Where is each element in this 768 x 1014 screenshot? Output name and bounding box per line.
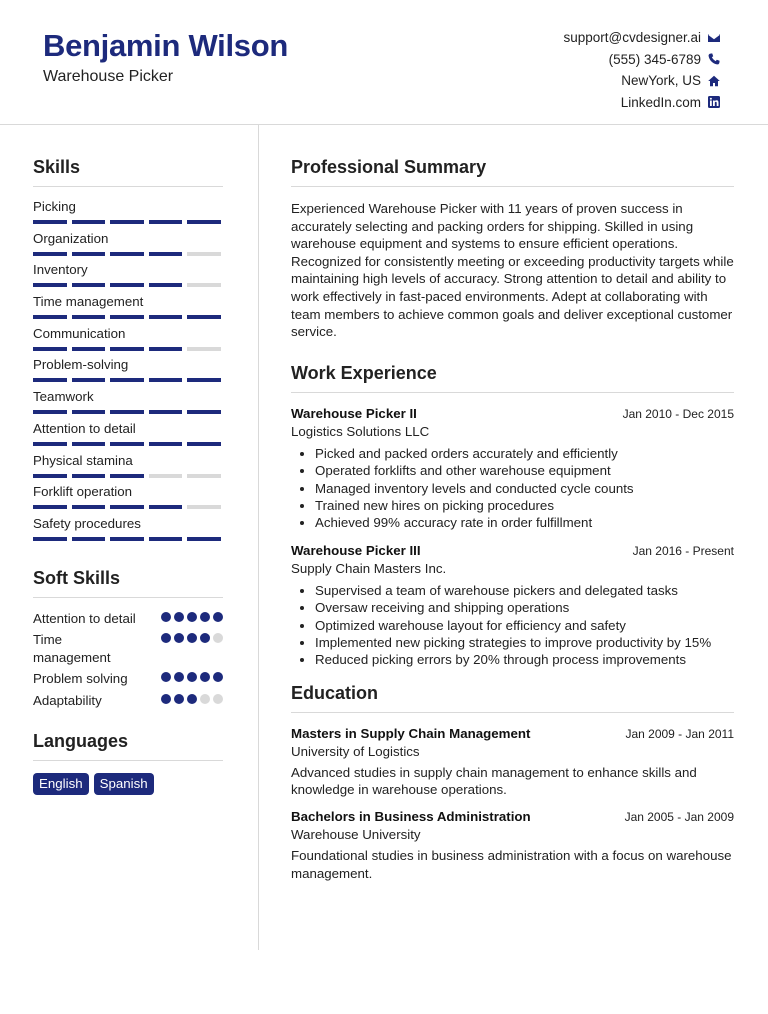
education-dates: Jan 2009 - Jan 2011: [625, 726, 734, 741]
skill-level-segment: [33, 442, 67, 446]
soft-skills-section: [33, 568, 223, 710]
rating-dot: [213, 694, 223, 704]
skill-level-segment: [110, 378, 144, 382]
skill-name: Picking: [33, 199, 76, 214]
skill-level-segment: [72, 347, 106, 351]
skill-level-segment: [33, 283, 67, 287]
contact-phone-text: (555) 345-6789: [608, 51, 701, 67]
skill-level-segment: [187, 410, 221, 414]
rating-dot: [161, 633, 171, 643]
skill-level-segment: [110, 252, 144, 256]
education-school: Warehouse University: [291, 827, 421, 842]
skill-item: [33, 484, 223, 516]
contact-location: [563, 70, 720, 92]
education-section: [291, 683, 734, 882]
rating-dot: [161, 694, 171, 704]
skill-level-bar: [33, 537, 223, 541]
job-bullets: [291, 445, 734, 532]
contact-location-text: NewYork, US: [621, 73, 701, 89]
rating-dot: [213, 612, 223, 622]
skill-item: [33, 199, 223, 231]
skill-level-segment: [149, 537, 183, 541]
skill-level-segment: [33, 347, 67, 351]
experience-heading: Work Experience: [291, 363, 734, 393]
skill-item: [33, 294, 223, 326]
rating-dot: [174, 633, 184, 643]
language-tag: Spanish: [94, 773, 154, 795]
resume-header: [0, 0, 768, 125]
languages-section: [33, 731, 223, 795]
skill-level-segment: [72, 378, 106, 382]
rating-dot: [200, 672, 210, 682]
rating-dot: [213, 633, 223, 643]
skill-level-segment: [149, 347, 183, 351]
languages-heading: Languages: [33, 731, 223, 761]
skill-level-segment: [110, 505, 144, 509]
languages-list: [33, 773, 223, 795]
education-list: [291, 726, 734, 882]
skill-name: Problem-solving: [33, 357, 129, 373]
skill-level-segment: [187, 505, 221, 509]
skill-level-segment: [110, 537, 144, 541]
education-header: [291, 809, 734, 824]
skill-name: Safety procedures: [33, 515, 141, 531]
education-degree: Bachelors in Business Administration: [291, 809, 531, 824]
education-entry: [291, 726, 734, 799]
summary-heading: Professional Summary: [291, 157, 734, 187]
job-bullet: • Reduced picking errors by 20% through process improvements: [315, 651, 734, 668]
skill-level-segment: [110, 442, 144, 446]
contact-linkedin-text: LinkedIn.com: [620, 94, 701, 110]
rating-dot: [200, 633, 210, 643]
rating-dot: [187, 633, 197, 643]
job-header: [291, 406, 734, 421]
education-description: Foundational studies in business administration with a focus on warehouse management.: [291, 848, 732, 881]
skill-level-segment: [33, 474, 67, 478]
skill-level-segment: [33, 410, 67, 414]
skill-level-segment: [187, 283, 221, 287]
contact-email[interactable]: [563, 27, 720, 49]
soft-skill-name: Time management: [33, 632, 111, 665]
skill-level-segment: [149, 315, 183, 319]
experience-section: [291, 363, 734, 669]
job-bullet: • Achieved 99% accuracy rate in order fulfillment: [315, 514, 734, 531]
home-icon: [708, 75, 720, 87]
job-dates: Jan 2010 - Dec 2015: [622, 406, 734, 421]
job-bullet: • Trained new hires on picking procedures: [315, 497, 734, 514]
skill-level-bar: [33, 505, 223, 509]
left-column: [33, 157, 223, 795]
skill-level-segment: [72, 283, 106, 287]
skill-name: Attention to detail: [33, 420, 136, 436]
soft-skills-heading: Soft Skills: [33, 568, 223, 598]
skill-level-segment: [72, 252, 106, 256]
skill-name: Teamwork: [33, 389, 94, 405]
skill-item: [33, 326, 223, 358]
soft-skill-name: Attention to detail: [33, 610, 136, 626]
soft-skill-item: [33, 670, 223, 688]
skill-level-segment: [110, 220, 144, 224]
soft-skill-item: [33, 610, 223, 628]
skill-name: Inventory: [33, 262, 88, 278]
skill-level-segment: [72, 315, 106, 319]
skill-item: [33, 421, 223, 453]
column-divider: [258, 125, 259, 950]
education-description: Advanced studies in supply chain management to enhance skills and knowledge in warehouse operations.: [291, 764, 697, 798]
skill-level-segment: [72, 220, 106, 224]
job-list: [291, 406, 734, 669]
job-entry: [291, 543, 734, 669]
contact-phone[interactable]: [563, 49, 720, 71]
job-company: Logistics Solutions LLC: [291, 423, 430, 439]
rating-dot: [161, 612, 171, 622]
job-title: Warehouse Picker II: [291, 405, 417, 421]
skill-level-segment: [33, 537, 67, 541]
skill-level-segment: [187, 474, 221, 478]
job-company: Supply Chain Masters Inc.: [291, 560, 447, 576]
candidate-name: Benjamin Wilson: [43, 28, 288, 63]
skill-level-segment: [187, 378, 221, 382]
skill-item: [33, 389, 223, 421]
rating-dot: [187, 612, 197, 622]
skill-name: Time management: [33, 294, 144, 310]
rating-dot: [161, 672, 171, 682]
summary-section: [291, 157, 734, 341]
language-tag: English: [33, 773, 89, 795]
skill-level-bar: [33, 442, 223, 446]
job-bullet: • Managed inventory levels and conducted cycle counts: [315, 480, 734, 497]
skill-level-segment: [33, 378, 67, 382]
contact-email-text: support@cvdesigner.ai: [563, 30, 701, 46]
skill-level-segment: [33, 505, 67, 509]
skills-list: [33, 199, 223, 548]
job-header: [291, 543, 734, 558]
skill-level-bar: [33, 474, 223, 478]
rating-dot: [187, 672, 197, 682]
job-bullet: • Optimized warehouse layout for efficiency and safety: [315, 617, 734, 634]
contact-linkedin[interactable]: [563, 92, 720, 114]
skill-name: Forklift operation: [33, 484, 133, 500]
rating-dot: [213, 672, 223, 682]
skill-level-segment: [187, 315, 221, 319]
skill-level-segment: [72, 474, 106, 478]
education-entry: [291, 809, 734, 882]
skill-item: [33, 231, 223, 263]
skills-section: [33, 157, 223, 548]
candidate-title: Warehouse Picker: [43, 68, 174, 85]
skill-level-bar: [33, 283, 223, 287]
job-bullet: • Oversaw receiving and shipping operations: [315, 599, 734, 616]
skill-level-segment: [149, 442, 183, 446]
education-heading: Education: [291, 683, 734, 713]
rating-dot: [200, 694, 210, 704]
skill-name: Physical stamina: [33, 452, 133, 468]
skill-level-bar: [33, 315, 223, 319]
phone-icon: [708, 53, 720, 65]
education-school: University of Logistics: [291, 743, 420, 759]
job-bullet: • Implemented new picking strategies to improve productivity by 15%: [315, 634, 734, 651]
soft-skill-name: Problem solving: [33, 671, 128, 687]
skill-item: [33, 516, 223, 548]
soft-skill-rating: [161, 612, 223, 622]
skill-level-segment: [33, 315, 67, 319]
soft-skills-list: [33, 610, 223, 710]
summary-text: Experienced Warehouse Picker with 11 years of proven success in accurately selecting and packing orders for shipping. Skilled in using warehouse equipment and systems to ensure efficient operations. Recognized for consistently meeting or exceeding productivity targets while maintaining high levels of accuracy. Strong attention to detail and ability to work effectively in fast-paced environments. Adept at collaborating with team members to achieve common goals and deliver exceptional customer service.: [291, 201, 734, 340]
skill-level-segment: [149, 378, 183, 382]
skill-level-segment: [110, 410, 144, 414]
skill-level-segment: [187, 442, 221, 446]
skill-name: Communication: [33, 325, 126, 341]
skill-level-bar: [33, 378, 223, 382]
skill-level-segment: [187, 537, 221, 541]
education-dates: Jan 2005 - Jan 2009: [624, 810, 734, 824]
linkedin-icon: [708, 96, 720, 108]
skill-level-segment: [72, 410, 106, 414]
rating-dot: [174, 694, 184, 704]
soft-skill-name: Adaptability: [33, 692, 102, 708]
skill-level-segment: [149, 283, 183, 287]
job-entry: [291, 406, 734, 532]
skill-level-segment: [187, 347, 221, 351]
skill-level-segment: [110, 347, 144, 351]
rating-dot: [174, 672, 184, 682]
contact-block: [563, 27, 720, 113]
skill-level-bar: [33, 347, 223, 351]
skill-level-segment: [33, 252, 67, 256]
skill-level-segment: [110, 315, 144, 319]
skill-level-segment: [33, 220, 67, 224]
rating-dot: [174, 612, 184, 622]
job-bullet: • Picked and packed orders accurately and efficiently: [315, 445, 734, 462]
soft-skill-rating: [161, 672, 223, 682]
education-degree: Masters in Supply Chain Management: [291, 725, 531, 741]
skill-level-segment: [149, 220, 183, 224]
skill-level-segment: [187, 220, 221, 224]
skill-level-segment: [149, 252, 183, 256]
skill-level-segment: [110, 474, 144, 478]
skill-level-segment: [72, 505, 106, 509]
skill-level-segment: [149, 410, 183, 414]
skills-heading: Skills: [33, 157, 223, 187]
skill-item: [33, 262, 223, 294]
skill-level-bar: [33, 220, 223, 224]
soft-skill-item: [33, 631, 223, 666]
job-title: Warehouse Picker III: [291, 542, 421, 558]
soft-skill-rating: [161, 694, 223, 704]
soft-skill-rating: [161, 633, 223, 643]
job-bullet: • Operated forklifts and other warehouse equipment: [315, 462, 734, 479]
skill-level-segment: [149, 505, 183, 509]
skill-level-segment: [187, 252, 221, 256]
envelope-icon: [708, 32, 720, 44]
job-bullet: • Supervised a team of warehouse pickers and delegated tasks: [315, 582, 734, 599]
skill-level-segment: [149, 474, 183, 478]
skill-level-bar: [33, 410, 223, 414]
skill-level-bar: [33, 252, 223, 256]
skill-item: [33, 357, 223, 389]
rating-dot: [187, 694, 197, 704]
job-bullets: [291, 582, 734, 669]
skill-item: [33, 453, 223, 485]
skill-level-segment: [72, 442, 106, 446]
soft-skill-item: [33, 692, 223, 710]
right-column: [291, 157, 734, 892]
skill-name: Organization: [33, 230, 109, 246]
education-header: [291, 726, 734, 741]
rating-dot: [200, 612, 210, 622]
skill-level-segment: [72, 537, 106, 541]
job-dates: Jan 2016 - Present: [632, 543, 734, 558]
skill-level-segment: [110, 283, 144, 287]
